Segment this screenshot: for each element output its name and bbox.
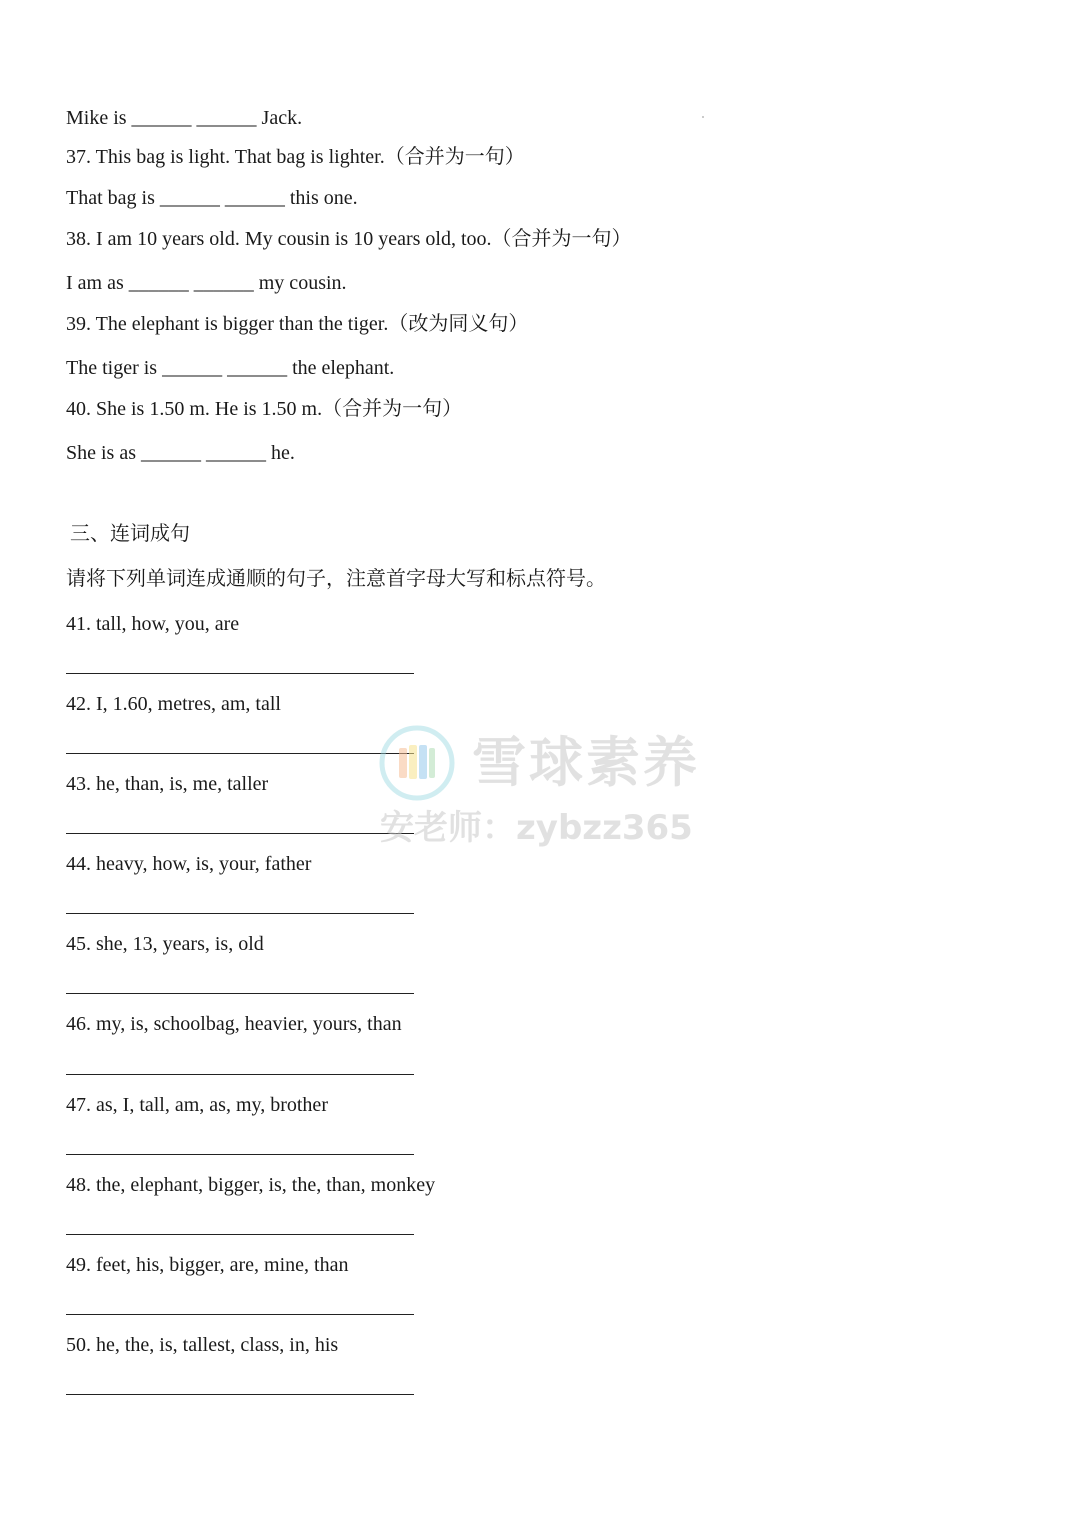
answer-line bbox=[66, 1314, 414, 1315]
question-prompt: 39. The elephant is bigger than the tiger.（改为同义句） bbox=[66, 313, 529, 335]
answer-line bbox=[66, 1154, 414, 1155]
question-item: 48. the, elephant, bigger, is, the, than, monkey bbox=[66, 1174, 436, 1196]
question-item: 49. feet, his, bigger, are, mine, than bbox=[66, 1254, 349, 1276]
watermark-title: 雪球素养 bbox=[472, 731, 700, 794]
section-instruction: 请将下列单词连成通顺的句子，注意首字母大写和标点符号。 bbox=[66, 568, 606, 590]
answer-line bbox=[66, 1394, 414, 1395]
question-item: 46. my, is, schoolbag, heavier, yours, than bbox=[66, 1013, 402, 1035]
answer-line bbox=[66, 993, 414, 994]
book-circle-logo-icon bbox=[378, 724, 456, 802]
question-item: 50. he, the, is, tallest, class, in, his bbox=[66, 1334, 339, 1356]
question-item: 41. tall, how, you, are bbox=[66, 613, 240, 635]
watermark-subtitle: 安老师：zybzz365 bbox=[380, 808, 693, 848]
answer-line bbox=[66, 913, 414, 914]
question-item: 43. he, than, is, me, taller bbox=[66, 773, 269, 795]
question-prompt: 38. I am 10 years old. My cousin is 10 years old, too.（合并为一句） bbox=[66, 228, 632, 250]
question-item: 47. as, I, tall, am, as, my, brother bbox=[66, 1094, 328, 1116]
fill-line: The tiger is ______ ______ the elephant. bbox=[66, 357, 395, 379]
answer-line bbox=[66, 1234, 414, 1235]
fill-line: I am as ______ ______ my cousin. bbox=[66, 272, 347, 294]
dot-mark bbox=[702, 116, 704, 118]
question-item: 42. I, 1.60, metres, am, tall bbox=[66, 693, 281, 715]
question-item: 44. heavy, how, is, your, father bbox=[66, 853, 312, 875]
question-item: 45. she, 13, years, is, old bbox=[66, 933, 264, 955]
answer-line bbox=[66, 1074, 414, 1075]
answer-line bbox=[66, 753, 414, 754]
fill-line: She is as ______ ______ he. bbox=[66, 442, 295, 464]
fill-line: That bag is ______ ______ this one. bbox=[66, 187, 358, 209]
question-prompt: 37. This bag is light. That bag is lighter.（合并为一句） bbox=[66, 146, 525, 168]
section-heading: 三、连词成句 bbox=[70, 523, 190, 545]
question-prompt: 40. She is 1.50 m. He is 1.50 m.（合并为一句） bbox=[66, 398, 463, 420]
answer-line bbox=[66, 833, 414, 834]
watermark bbox=[378, 722, 718, 852]
fill-line: Mike is ______ ______ Jack. bbox=[66, 107, 303, 129]
answer-line bbox=[66, 673, 414, 674]
